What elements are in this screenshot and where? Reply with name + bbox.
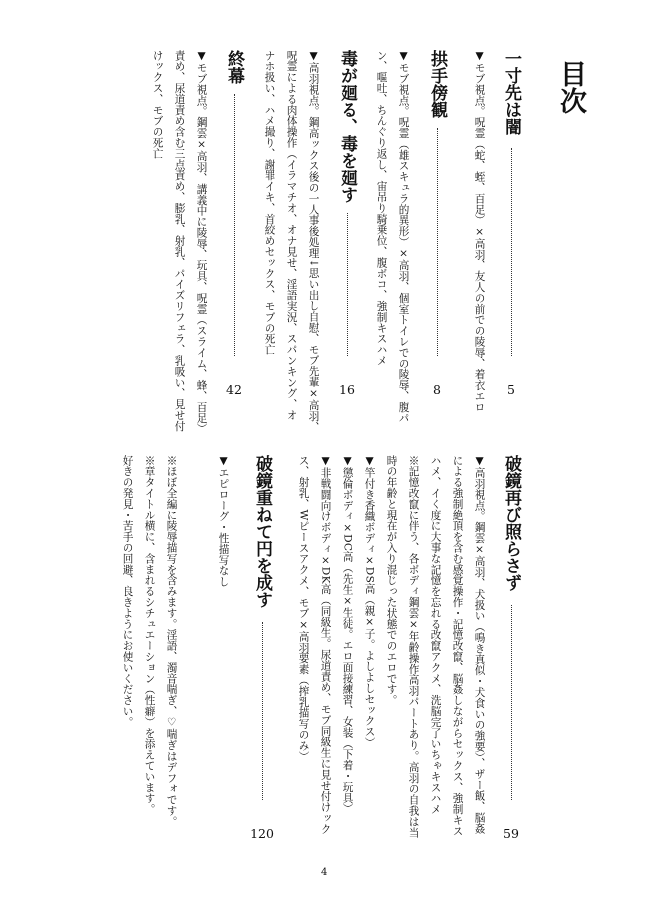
toc-entry-note-line: ※章タイトル横に、含まれるシチュエーション（性癖）を添えています。: [143, 455, 156, 815]
toc-leader-dots: [511, 605, 512, 800]
toc-entry-page: 120: [250, 826, 274, 841]
toc-leader-dots: [437, 128, 438, 356]
toc-entry-desc-line: 呪霊による肉体操作（イラマチオ、オナ見せ、淫語実況、スパンキング、オ: [285, 50, 298, 421]
toc-leader-dots: [511, 148, 512, 356]
toc-entry-desc-line: ▼エピローグ・性描写なし: [217, 455, 230, 588]
toc-leader-dots: [234, 94, 235, 356]
page-number: 4: [321, 867, 328, 878]
toc-entry-page: 16: [339, 382, 355, 397]
toc-entry-title: 破鏡重ねて円を成す: [252, 455, 272, 608]
toc-entry-desc-line: ナホ扱い、ハメ撮り、謝罪イキ、首絞めセックス、モブの死亡: [263, 50, 276, 356]
toc-entry-title: 終幕: [224, 50, 244, 84]
toc-entry-desc-line: による強制絶頂を含む感覚操作・記憶改竄、脳姦しながらセックス、強制キス: [451, 455, 464, 837]
toc-entry-desc-line: ▼竿付き香織ボディ×DS高（親×子。よしよしセックス）: [363, 455, 376, 749]
toc-entry-title: 破鏡再び照らさず: [501, 455, 521, 591]
toc-entry-desc-line: ハメ、イく度に大事な記憶を忘れる改竄アクメ、洗脳完了いちゃキスハメ: [429, 455, 442, 815]
toc-entry-desc-line: ※記憶改竄に伴う、各ボディ鋼雲×年齢操作高羽パートあり。高羽の自我は当: [407, 455, 420, 838]
toc-entry-desc-line: 時の年齢と現在が入り混じった状態でのエロです。: [385, 455, 398, 706]
toc-leader-dots: [347, 213, 348, 356]
toc-entry-page: 59: [503, 826, 519, 841]
toc-entry-title: 拱手傍観: [427, 50, 447, 118]
toc-entry-page: 5: [507, 382, 515, 397]
toc-entry-desc-line: ス、射乳、Wピースアクメ、モブ×高羽要素（搾乳描写のみ）: [297, 455, 310, 762]
toc-entry-desc-line: ▼モブ視点。呪霊（蛇、蛭、百足）×高羽、友人の前での陵辱、着衣エロ: [473, 50, 486, 413]
toc-entry-desc-line: ▼高羽視点。鋼雲×高羽、犬扱い（鳴き真似・犬食いの強要）、ザー飯、脳姦: [473, 455, 486, 834]
page-title: 目次: [555, 60, 586, 114]
toc-entry-desc-line: ▼モブ視点。呪霊（雄スキュラ的異形）×高羽、個室トイレでの陵辱、腹パ: [397, 50, 410, 424]
toc-entry-title: 一寸先は闇: [501, 50, 521, 135]
toc-entry-desc-line: ▼高羽視点。鋼高ックス後の一人事後処理↓思い出し自慰、モブ先輩×高羽、: [307, 50, 320, 433]
toc-leader-dots: [262, 622, 263, 800]
toc-entry-desc-line: ▼懲倫ボディ×DC高（先生×生徒。エロ面接練習、女装（下着・玩具）: [341, 455, 354, 815]
toc-entry-desc-line: けックス、モブの死亡: [151, 50, 164, 159]
toc-entry-page: 42: [226, 382, 242, 397]
toc-entry-note-line: ※ほぼ全編に陵辱描写を含みます。淫語、濁音喘ぎ、♡喘ぎはデフォです。: [165, 455, 178, 827]
toc-entry-desc-line: ▼非戦闘向けボディ×DK高（同級生。尿道責め、モブ同級生に見せ付けック: [319, 455, 332, 835]
toc-entry-desc-line: 責め、尿道責め含む三点責め、膨乳、射乳、パイズリフェラ、乳吸い、見せ付: [173, 50, 186, 432]
toc-entry-title: 毒が廻る、毒を廻す: [337, 50, 357, 203]
toc-entry-page: 8: [433, 382, 441, 397]
toc-entry-note-line: 好きの発見・苦手の回避、良きようにお使いください。: [121, 455, 134, 728]
toc-entry-desc-line: ▼モブ視点。鋼雲×高羽、講義中に陵辱、玩具、呪霊（スライム、蜂、百足）: [195, 50, 208, 435]
toc-entry-desc-line: ン、嘔吐、ちんぐり返し、宙吊り騎乗位、腹ボコ、強制キスハメ: [375, 50, 388, 367]
